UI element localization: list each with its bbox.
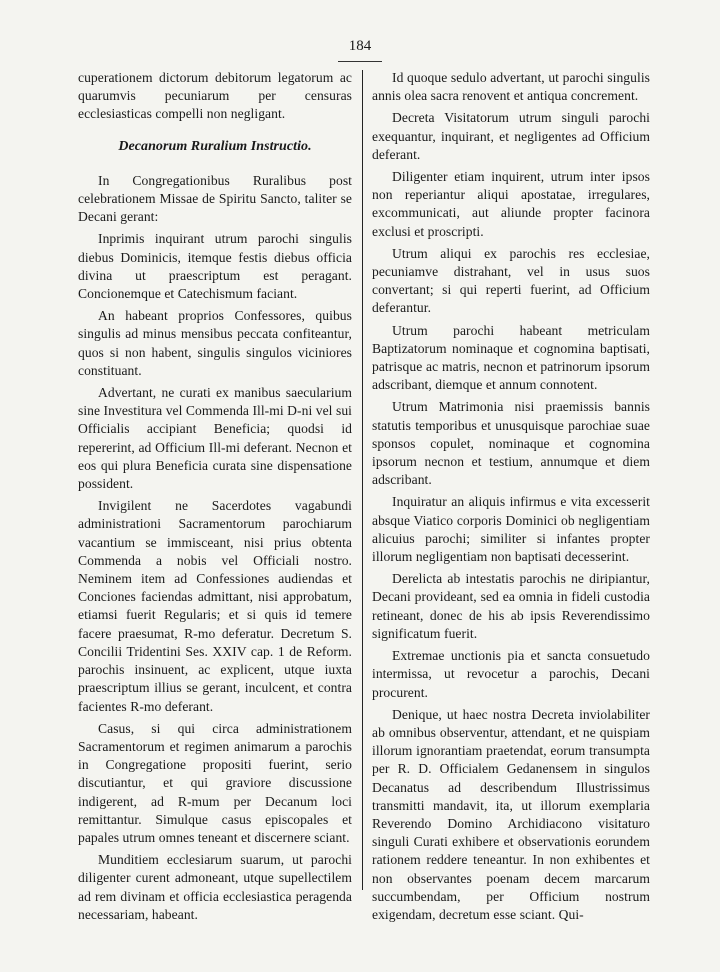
paragraph: Id quoque sedulo advertant, ut parochi singulis annis olea sacra renovent et antiqua concrement. [372, 70, 650, 104]
paragraph: Utrum aliqui ex parochis res ecclesiae, pecuniamve distrahant, vel in usus suos convertant; si qui reperti fuerint, ad Officium deferantur. [372, 245, 650, 316]
paragraph: Diligenter etiam inquirent, utrum inter ipsos non reperiantur aliqui apostatae, irregulares, excommunicati, aut aliunde propter facinora exclusi et proscripti. [372, 169, 650, 239]
paragraph: Utrum parochi habeant metriculam Baptizatorum nominaque et cognomina baptisati, patrisque ac matris, necnon et patrinorum ipsorum adscribant, diemque et annum connotent. [372, 322, 650, 393]
opening-paragraph: cuperationem dictorum debitorum legatorum ac quarumvis pecuniarum per censuras ecclesiasticas compelli non negligant. [78, 70, 352, 122]
paragraph: Munditiem ecclesiarum suarum, ut parochi diligenter curent admoneant, utque supellectilem ad rem divinam et officia ecclesiastica peragenda necessariam, habeant. [78, 852, 352, 922]
section-heading: Decanorum Ruralium Instructio. [118, 138, 312, 154]
paragraph: Decreta Visitatorum utrum singuli parochi exequantur, inquirant, et negligentes ad Officium deferant. [372, 110, 650, 162]
right-column [372, 69, 650, 928]
column-divider [362, 70, 363, 890]
paragraph: Denique, ut haec nostra Decreta inviolabiliter ab omnibus observentur, attendant, et ne quispiam illorum ignorantiam praetendat, eorum transumpta per R. D. Officialem Gedanensem in singulos Decanatus ad describendum Illustrissimus transmitti mandavit, ita, ut illorum exemplaria Reverendo Domino Archidiacono visitaturo singuli Curati exhibere et observationis eorundem rationem reddere teneantur. In non exhibentes et non observantes poenam decem marcarum succumbendam, per Officium nostrum exigendam, decretum esse sciant. Qui- [372, 706, 650, 922]
paragraph: Derelicta ab intestatis parochis ne diripiantur, Decani provideant, sed ea omnia in fideli custodia retineant, donec de his ab ipsis Reverendissimo significatum fuerit. [372, 571, 650, 641]
page-number: 184 [348, 38, 372, 54]
left-column [78, 69, 352, 928]
paragraph: Advertant, ne curati ex manibus saecularium sine Investitura vel Commenda Ill-mi D-ni vel sui Officialis accipiant Beneficia; quodsi id repererint, ad Officium Ill-mi deferant. Necnon et eos qui plura Beneficia curata sine dispensatione possident. [78, 385, 352, 492]
paragraph: Utrum Matrimonia nisi praemissis bannis statutis temporibus et unusquisque parochiae suae sponsos copulet, nominaque et cognomina ipsorum necnon et testium, annumque et diem adscribant. [372, 399, 650, 488]
paragraph: An habeant proprios Confessores, quibus singulis ad minus mensibus peccata confiteantur, quos si non habent, singulis singulos viciniores constituant. [78, 308, 352, 378]
paragraph: Inprimis inquirant utrum parochi singulis diebus Dominicis, itemque festis diebus officia divina ut praescriptum est peragant. Concionemque et Catechismum faciant. [78, 231, 352, 302]
paragraph: Casus, si qui circa administrationem Sacramentorum et regimen animarum a parochis in Congregatione propositi fuerint, serio discutiantur, et qui graviore discussione indigerent, ad R-mum per Decanum loci remittantur. Simulque casus episcopales et papales utrum omnes teneant et discernere sciant. [78, 720, 352, 845]
page-number-ornament [338, 58, 382, 62]
paragraph: Extremae unctionis pia et sancta consuetudo intermissa, ut revocetur a parochis, Decani procurent. [372, 648, 650, 700]
paragraph: In Congregationibus Ruralibus post celebrationem Missae de Spiritu Sancto, taliter se Decani gerant: [78, 172, 352, 225]
paragraph: Inquiratur an aliquis infirmus e vita excesserit absque Viatico corporis Dominici ob negligentiam alicuius parochi; similiter si infantes propter illorum negligentiam non baptisati decesserint. [372, 494, 650, 565]
paragraph: Invigilent ne Sacerdotes vagabundi administrationi Sacramentorum parochiarum vacantium se immisceant, nisi prius obtenta Commenda a nobis vel Officiali nostro. Neminem item ad Confessiones audiendas et Conciones faciendas admittant, nisi approbatum, etiamsi fuerit Regularis; et si quis id temere facere praesumat, R-mo deferatur. Decretum S. Concilii Tridentini Ses. XXIV cap. 1 de Reform. parochis insinuent, ac explicent, utque iuxta praescriptum illius se gerant, inculcent, et contra facientes R-mo deferant. [78, 498, 352, 714]
